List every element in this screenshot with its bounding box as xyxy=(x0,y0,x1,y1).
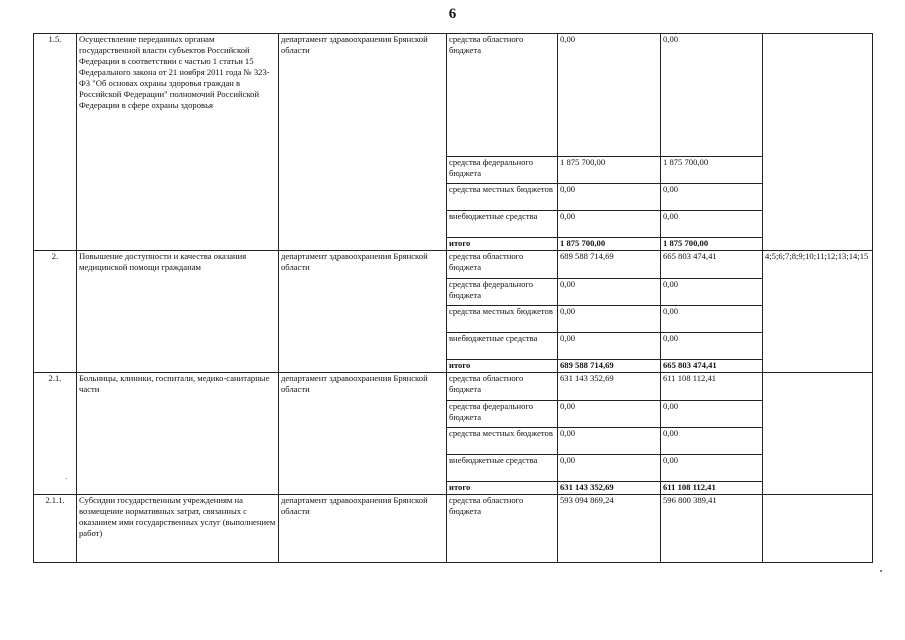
amount-fact: 0,00 xyxy=(661,306,763,333)
amount-fact: 665 803 474,41 xyxy=(661,251,763,279)
total-plan: 631 143 352,69 xyxy=(558,482,661,495)
table-row xyxy=(34,495,873,563)
amount-fact: 1 875 700,00 xyxy=(661,157,763,184)
amount-plan: 0,00 xyxy=(558,211,661,238)
funding-source: средства областного бюджета xyxy=(447,34,558,157)
target-indicators xyxy=(763,495,873,563)
total-fact: 611 108 112,41 xyxy=(661,482,763,495)
table-row xyxy=(34,251,873,279)
row-number: 2. xyxy=(34,251,77,373)
amount-fact: 0,00 xyxy=(661,184,763,211)
funding-source: средства местных бюджетов xyxy=(447,428,558,455)
total-plan: 689 588 714,69 xyxy=(558,360,661,373)
funding-source: внебюджетные средства xyxy=(447,211,558,238)
amount-fact: 0,00 xyxy=(661,428,763,455)
total-plan: 1 875 700,00 xyxy=(558,238,661,251)
responsible-department: департамент здравоохранения Брянской области xyxy=(279,34,447,251)
amount-fact: 0,00 xyxy=(661,401,763,428)
amount-plan: 0,00 xyxy=(558,333,661,360)
amount-plan: 1 875 700,00 xyxy=(558,157,661,184)
amount-fact: 0,00 xyxy=(661,211,763,238)
table-row xyxy=(34,34,873,157)
total-label: итого xyxy=(447,360,558,373)
scan-speck xyxy=(880,570,882,572)
funding-source: средства областного бюджета xyxy=(447,495,558,563)
row-number: 2.1.1. xyxy=(34,495,77,563)
total-fact: 1 875 700,00 xyxy=(661,238,763,251)
amount-fact: 0,00 xyxy=(661,333,763,360)
target-indicators: 4;5;6;7;8;9;10;11;12;13;14;15 xyxy=(763,251,873,373)
funding-source: внебюджетные средства xyxy=(447,455,558,482)
row-number: 2.1. xyxy=(34,373,77,495)
amount-plan: 689 588 714,69 xyxy=(558,251,661,279)
table-row xyxy=(34,373,873,401)
page-number: 6 xyxy=(448,6,457,22)
scan-speck xyxy=(66,478,67,479)
event-title: Субсидии государственным учреждениям на возмещение нормативных затрат, связанных с оказанием ими государственных услуг (выполнением работ) xyxy=(77,495,279,563)
amount-plan: 0,00 xyxy=(558,428,661,455)
amount-fact: 611 108 112,41 xyxy=(661,373,763,401)
total-label: итого xyxy=(447,482,558,495)
funding-source: средства областного бюджета xyxy=(447,373,558,401)
amount-fact: 596 800 389,41 xyxy=(661,495,763,563)
amount-plan: 0,00 xyxy=(558,279,661,306)
target-indicators xyxy=(763,34,873,251)
target-indicators xyxy=(763,373,873,495)
amount-plan: 0,00 xyxy=(558,184,661,211)
event-title: Осуществление переданных органам государственной власти субъектов Российской Федерации в соответствии с частью 1 статьи 15 Федерального закона от 21 ноября 2011 года № 323-ФЗ "Об основах охраны здоровья граждан в Российской Федерации" полномочий Российской Федерации в сфере охраны здоровья xyxy=(77,34,279,251)
event-title: Больницы, клиники, госпитали, медико-санитарные части xyxy=(77,373,279,495)
responsible-department: департамент здравоохранения Брянской области xyxy=(279,495,447,563)
amount-plan: 0,00 xyxy=(558,455,661,482)
amount-plan: 0,00 xyxy=(558,401,661,428)
amount-plan: 631 143 352,69 xyxy=(558,373,661,401)
amount-plan: 0,00 xyxy=(558,34,661,157)
funding-source: внебюджетные средства xyxy=(447,333,558,360)
funding-source: средства федерального бюджета xyxy=(447,401,558,428)
total-label: итого xyxy=(447,238,558,251)
funding-source: средства местных бюджетов xyxy=(447,306,558,333)
amount-plan: 593 094 869,24 xyxy=(558,495,661,563)
amount-fact: 0,00 xyxy=(661,279,763,306)
funding-source: средства местных бюджетов xyxy=(447,184,558,211)
funding-source: средства федерального бюджета xyxy=(447,157,558,184)
amount-plan: 0,00 xyxy=(558,306,661,333)
funding-source: средства федерального бюджета xyxy=(447,279,558,306)
funding-source: средства областного бюджета xyxy=(447,251,558,279)
responsible-department: департамент здравоохранения Брянской области xyxy=(279,251,447,373)
amount-fact: 0,00 xyxy=(661,34,763,157)
total-fact: 665 803 474,41 xyxy=(661,360,763,373)
row-number: 1.5. xyxy=(34,34,77,251)
budget-table xyxy=(33,33,873,563)
amount-fact: 0,00 xyxy=(661,455,763,482)
responsible-department: департамент здравоохранения Брянской области xyxy=(279,373,447,495)
event-title: Повышение доступности и качества оказания медицинской помощи гражданам xyxy=(77,251,279,373)
